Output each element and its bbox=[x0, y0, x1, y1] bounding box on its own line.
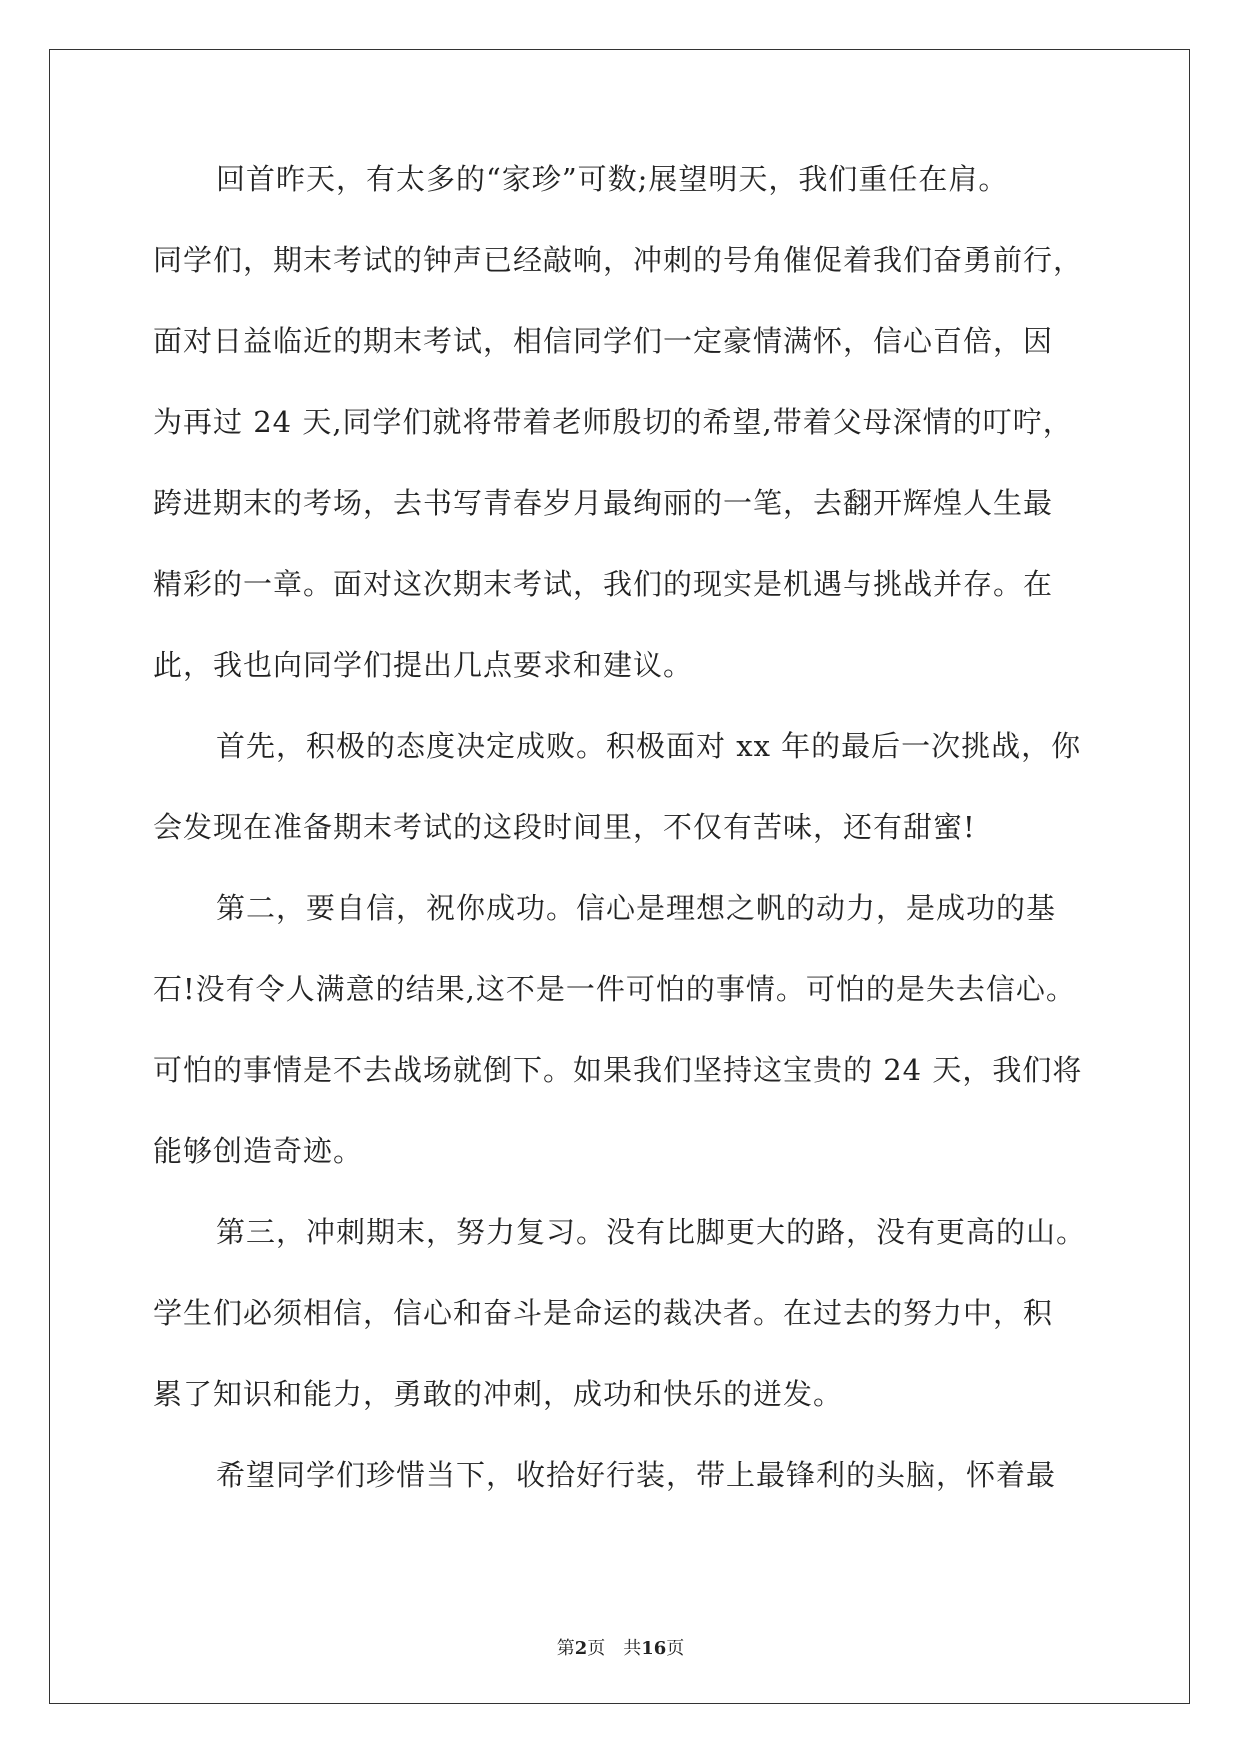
paragraph-line: 面对日益临近的期末考试，相信同学们一定豪情满怀，信心百倍，因 bbox=[153, 324, 1054, 358]
paragraph-line: 累了知识和能力，勇敢的冲刺，成功和快乐的迸发。 bbox=[153, 1377, 844, 1411]
footer-total-suffix: 页 bbox=[666, 1638, 685, 1659]
paragraph-line: 跨进期末的考场，去书写青春岁月最绚丽的一笔，去翻开辉煌人生最 bbox=[153, 486, 1054, 520]
paragraph-line: 精彩的一章。面对这次期末考试，我们的现实是机遇与挑战并存。在 bbox=[153, 567, 1054, 601]
paragraph-line: 首先，积极的态度决定成败。积极面对 xx 年的最后一次挑战，你 bbox=[216, 729, 1082, 763]
paragraph-line: 第二，要自信，祝你成功。信心是理想之帆的动力，是成功的基 bbox=[216, 891, 1057, 925]
footer-page-prefix: 第 bbox=[556, 1638, 575, 1659]
paragraph-line: 为再过 24 天,同学们就将带着老师殷切的希望,带着父母深情的叮咛， bbox=[153, 405, 1073, 439]
paragraph-line: 同学们，期末考试的钟声已经敲响，冲刺的号角催促着我们奋勇前行， bbox=[153, 243, 1084, 277]
footer-page-total: 16 bbox=[641, 1638, 667, 1659]
paragraph-line: 希望同学们珍惜当下，收拾好行装，带上最锋利的头脑，怀着最 bbox=[216, 1458, 1057, 1492]
footer-total-prefix: 共 bbox=[623, 1638, 642, 1659]
paragraph-line: 会发现在准备期末考试的这段时间里，不仅有苦味，还有甜蜜! bbox=[153, 810, 976, 844]
paragraph-line: 能够创造奇迹。 bbox=[153, 1134, 364, 1168]
page-footer bbox=[0, 1634, 1241, 1660]
paragraph-line: 此，我也向同学们提出几点要求和建议。 bbox=[153, 648, 694, 682]
paragraph-line: 可怕的事情是不去战场就倒下。如果我们坚持这宝贵的 24 天，我们将 bbox=[153, 1053, 1083, 1087]
paragraph-line: 回首昨天，有太多的“家珍”可数;展望明天，我们重任在肩。 bbox=[216, 162, 1009, 196]
document-body bbox=[153, 162, 1093, 1539]
paragraph-line: 学生们必须相信，信心和奋斗是命运的裁决者。在过去的努力中，积 bbox=[153, 1296, 1054, 1330]
paragraph-line: 石!没有令人满意的结果,这不是一件可怕的事情。可怕的是失去信心。 bbox=[153, 972, 1076, 1006]
footer-page-suffix: 页 bbox=[587, 1638, 606, 1659]
footer-page-current: 2 bbox=[574, 1638, 588, 1659]
paragraph-line: 第三，冲刺期末，努力复习。没有比脚更大的路，没有更高的山。 bbox=[216, 1215, 1087, 1249]
